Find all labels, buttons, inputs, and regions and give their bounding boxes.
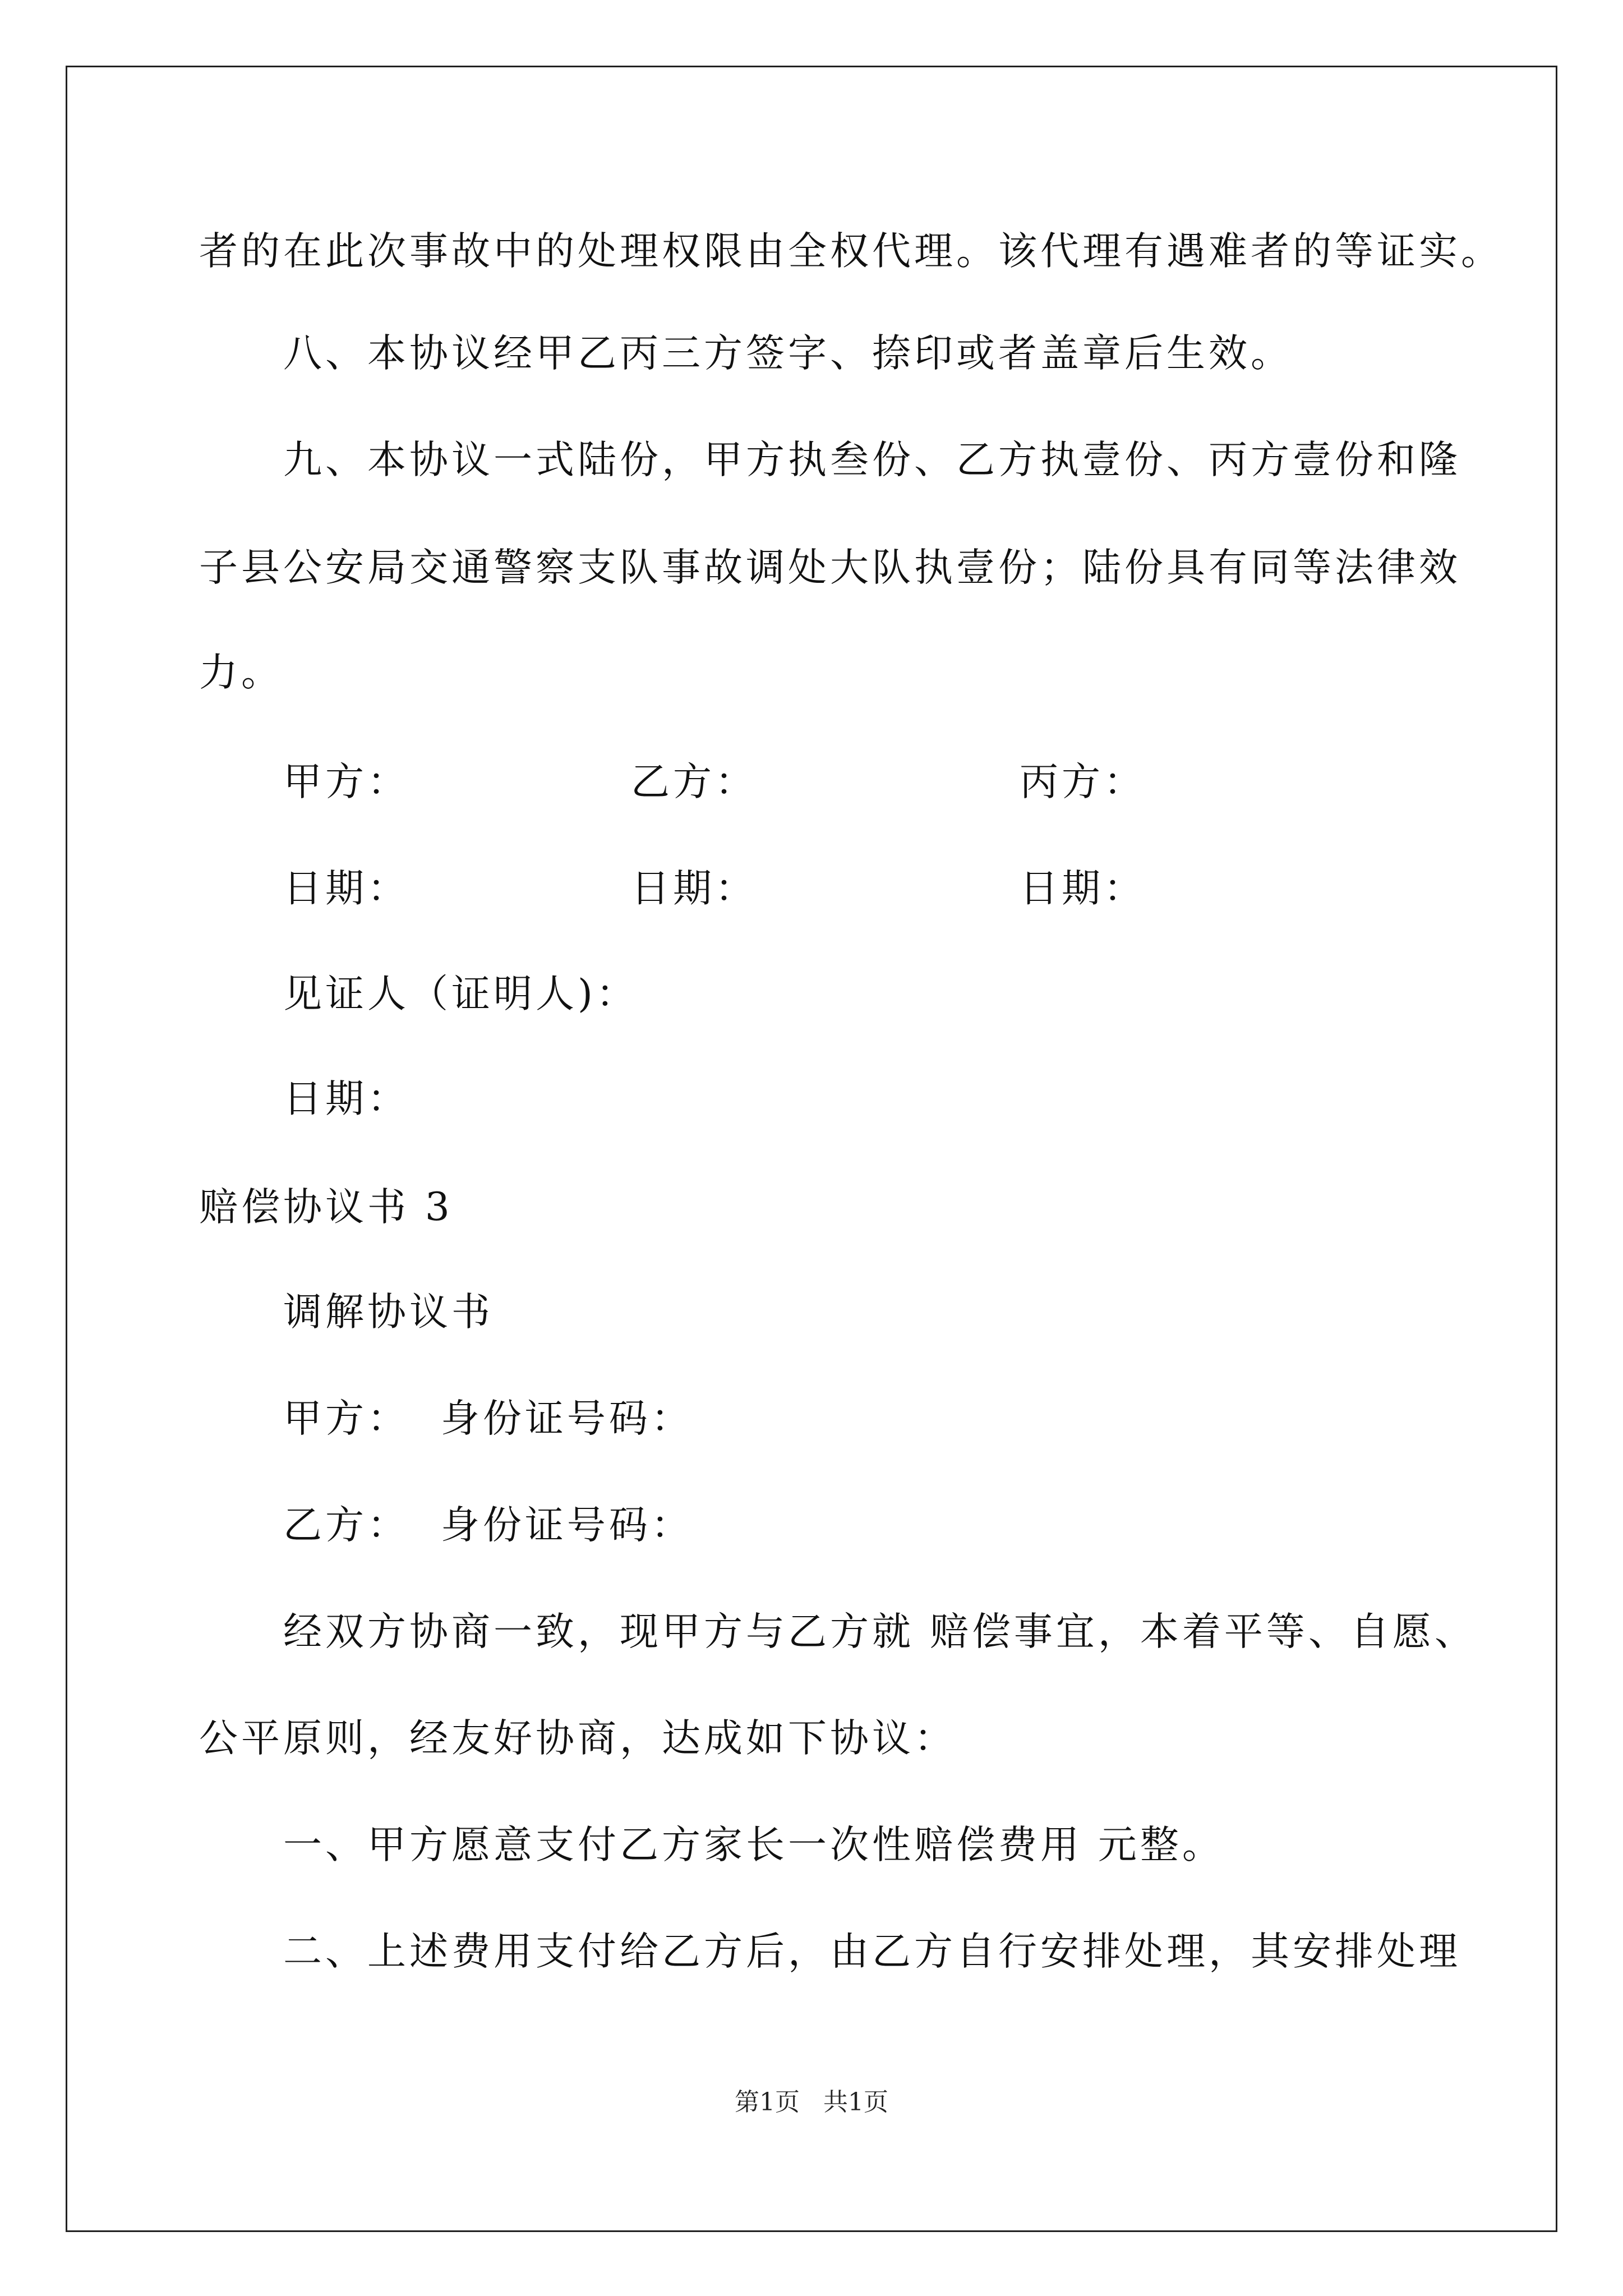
clause-one: 一、甲方愿意支付乙方家长一次性赔偿费用 元整。 — [283, 1823, 1224, 1867]
date-c-label: 日期： — [1020, 866, 1146, 911]
intro-line-1: 经双方协商一致，现甲方与乙方就 赔偿事宜，本着平等、自愿、 — [283, 1609, 1477, 1654]
clause-nine-line-2: 子县公安局交通警察支队事故调处大队执壹份；陆份具有同等法律效 — [199, 545, 1461, 590]
witness-date-label: 日期： — [283, 1076, 409, 1121]
section-heading: 赔偿协议书 3 — [199, 1185, 453, 1230]
paragraph-continuation: 者的在此次事故中的处理权限由全权代理。该代理有遇难者的等证实。 — [199, 229, 1503, 274]
clause-eight: 八、本协议经甲乙丙三方签字、捺印或者盖章后生效。 — [283, 331, 1293, 376]
page-border — [66, 66, 1557, 2232]
date-a-label: 日期： — [283, 866, 409, 911]
clause-nine-line-3: 力。 — [199, 650, 283, 695]
party-a-label: 甲方： — [283, 760, 409, 804]
party-b-id-line: 乙方： 身份证号码： — [283, 1503, 693, 1548]
date-b-label: 日期： — [631, 866, 757, 911]
witness-label: 见证人（证明人)： — [283, 972, 638, 1016]
clause-two: 二、上述费用支付给乙方后，由乙方自行安排处理，其安排处理 — [283, 1929, 1461, 1974]
page-footer: 第1页 共1页 — [735, 2088, 888, 2116]
party-b-label: 乙方： — [631, 760, 757, 804]
intro-line-2: 公平原则，经友好协商，达成如下协议： — [199, 1716, 956, 1761]
clause-nine-line-1: 九、本协议一式陆份，甲方执叁份、乙方执壹份、丙方壹份和隆 — [283, 438, 1461, 482]
party-c-label: 丙方： — [1020, 760, 1146, 804]
section-subtitle: 调解协议书 — [283, 1290, 494, 1335]
party-a-id-line: 甲方： 身份证号码： — [283, 1396, 693, 1441]
